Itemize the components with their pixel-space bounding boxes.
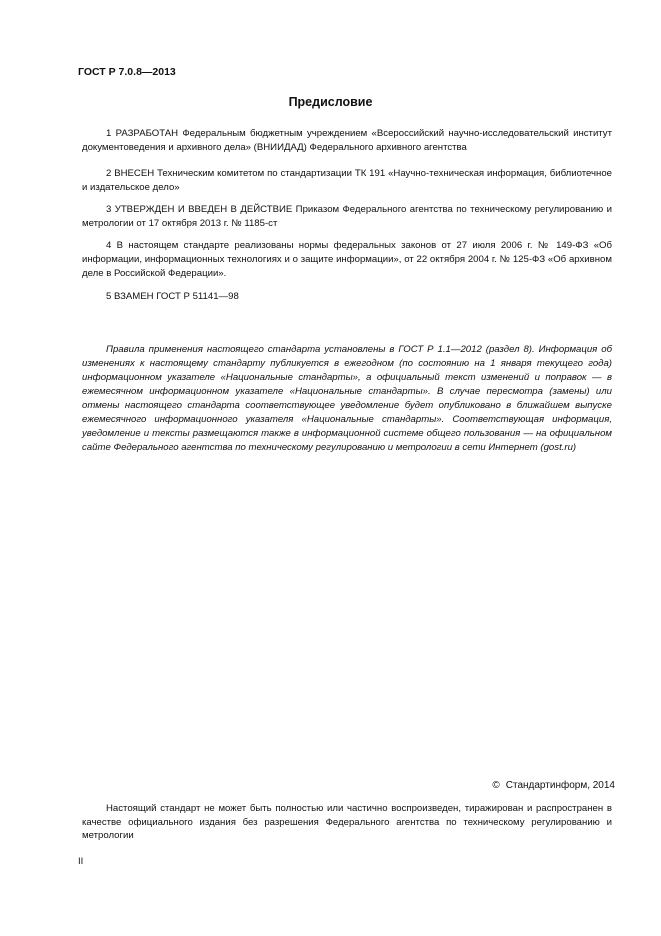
page-title: Предисловие: [288, 95, 373, 109]
reproduction-notice: Настоящий стандарт не может быть полностью или частично воспроизведен, тиражирован и распространен в качестве официального издания без разрешения Федерального агентства по техническому регулированию и метрологии: [82, 803, 612, 841]
page-number: II: [78, 856, 84, 867]
foreword-item-5: 5 ВЗАМЕН ГОСТ Р 51141—98: [106, 291, 239, 302]
foreword-item-1: 1 РАЗРАБОТАН Федеральным бюджетным учреждением «Всероссийский научно-исследовательский институт документоведения и архивного дела» (ВНИИДАД) Федерального архивного агентства: [82, 128, 612, 153]
document-id-header: ГОСТ Р 7.0.8—2013: [78, 66, 176, 78]
copyright-text: Стандартинформ, 2014: [505, 780, 615, 791]
foreword-item-3: 3 УТВЕРЖДЕН И ВВЕДЕН В ДЕЙСТВИЕ Приказом Федерального агентства по техническому регулированию и метрологии от 17 октября 2013 г. № 1185-ст: [82, 204, 612, 229]
copyright-icon: ©: [492, 780, 500, 791]
foreword-item-2: 2 ВНЕСЕН Техническим комитетом по стандартизации ТК 191 «Научно-техническая информация, библиотечное и издательское дело»: [82, 168, 612, 193]
rules-note: Правила применения настоящего стандарта установлены в ГОСТ Р 1.1—2012 (раздел 8). Информация об изменениях к настоящему стандарту публикуется в ежегодном (по состоянию на 1 января текущего года) информационном указателе «Национальные стандарты», а официальный текст изменений и поправок — в ежемесячном информационном указателе «Национальные стандарты». В случае пересмотра (замены) или отмены настоящего стандарта соответствующее уведомление будет опубликовано в ближайшем выпуске ежемесячного информационного указателя «Национальные стандарты». Соответствующая информация, уведомление и тексты размещаются также в информационной системе общего пользования — на официальном сайте Федерального агентства по техническому регулированию и метрологии в сети Интернет (gost.ru): [82, 344, 612, 453]
copyright-line: [492, 780, 615, 791]
foreword-item-4: 4 В настоящем стандарте реализованы нормы федеральных законов от 27 июля 2006 г. № 149-ФЗ «Об информации, информационных технологиях и о защите информации», от 22 октября 2004 г. № 125-ФЗ «Об архивном деле в Российской Федерации».: [82, 240, 612, 279]
